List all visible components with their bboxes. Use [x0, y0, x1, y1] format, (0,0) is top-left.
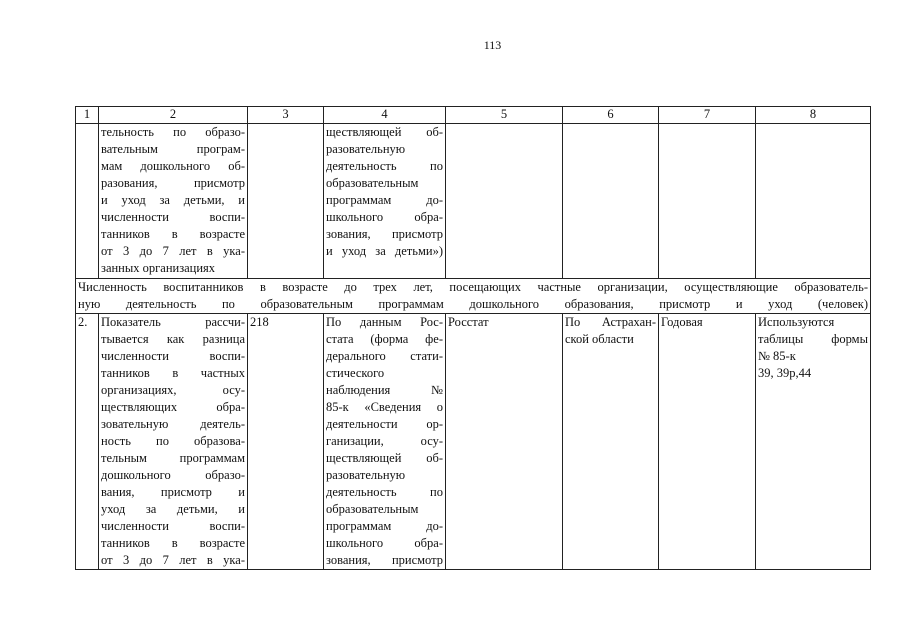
text-line: Используются: [758, 315, 835, 329]
text-line: разовательную: [326, 142, 406, 156]
text-line: ность по образова-: [101, 434, 245, 448]
text-line: и уход за детьми»): [326, 244, 443, 258]
text-line: Численность воспитанников в возрасте до трех лет, посещающих частные организации, осуществляющие образователь-: [78, 280, 868, 294]
text-line: дошкольного образо-: [101, 468, 245, 482]
indicator-code: 218: [248, 314, 324, 570]
text-line: стата (форма фе-: [326, 332, 443, 346]
text-line: зования, присмотр: [326, 227, 443, 241]
text-line: 85-к «Сведения о: [326, 400, 443, 414]
header-cell: 4: [324, 107, 446, 124]
text-line: ганизации, осу-: [326, 434, 443, 448]
periodicity-cell: Годовая: [659, 314, 756, 570]
header-cell: 2: [99, 107, 248, 124]
source-cell: Росстат: [446, 314, 563, 570]
table-row-continued: [76, 124, 871, 279]
text-line: танников в возрасте: [101, 227, 245, 241]
text-line: образовательным: [326, 502, 419, 516]
text-line: разовательную: [326, 468, 406, 482]
page-number: 113: [483, 38, 502, 52]
text-line: организациях, осу-: [101, 383, 245, 397]
text-line: танников в частных: [101, 366, 245, 380]
indicator-table: [75, 106, 871, 570]
text-line: По Астрахан-: [565, 315, 656, 329]
header-cell: 5: [446, 107, 563, 124]
method-cell: [99, 124, 248, 279]
text-line: мам дошкольного об-: [101, 159, 245, 173]
text-line: деятельность по: [326, 485, 443, 499]
text-line: программам до-: [326, 519, 443, 533]
section-title: [76, 279, 871, 314]
text-line: тельным программам: [101, 451, 245, 465]
text-line: от 3 до 7 лет в ука-: [101, 244, 245, 258]
text-line: разования, присмотр: [101, 176, 245, 190]
text-line: численности воспи-: [101, 519, 245, 533]
text-line: от 3 до 7 лет в ука-: [101, 553, 245, 567]
header-cell: 7: [659, 107, 756, 124]
header-cell: 6: [563, 107, 659, 124]
text-line: ществляющей об-: [326, 125, 443, 139]
text-line: ществляющих обра-: [101, 400, 245, 414]
text-line: По данным Рос-: [326, 315, 443, 329]
text-line: школьного обра-: [326, 536, 443, 550]
territory-cell: [563, 314, 659, 570]
text-line: занных организациях: [101, 261, 216, 275]
text-line: образовательным: [326, 176, 419, 190]
text-line: зования, присмотр: [326, 553, 443, 567]
table-cell: [446, 124, 563, 279]
method-cell: [99, 314, 248, 570]
table-cell: [756, 124, 871, 279]
table-cell: [659, 124, 756, 279]
text-line: зовательную деятель-: [101, 417, 245, 431]
text-line: вательным програм-: [101, 142, 245, 156]
text-line: танников в возрасте: [101, 536, 245, 550]
text-line: тывается как разница: [101, 332, 245, 346]
text-line: деятельности ор-: [326, 417, 443, 431]
text-line: стического: [326, 366, 385, 380]
table-row-2: [76, 314, 871, 570]
text-line: и уход за детьми, и: [101, 193, 245, 207]
row-number: 2.: [76, 314, 99, 570]
text-line: деятельность по: [326, 159, 443, 173]
notes-cell: [756, 314, 871, 570]
text-line: наблюдения №: [326, 383, 443, 397]
text-line: программам до-: [326, 193, 443, 207]
text-line: школьного обра-: [326, 210, 443, 224]
table-cell: [76, 124, 99, 279]
text-line: вания, присмотр и: [101, 485, 245, 499]
header-cell: 1: [76, 107, 99, 124]
table-cell: [248, 124, 324, 279]
text-line: № 85-к: [758, 349, 796, 363]
text-line: ную деятельность по образовательным программам дошкольного образования, присмотр и уход (человек): [78, 297, 868, 311]
text-line: уход за детьми, и: [101, 502, 245, 516]
text-line: Показатель рассчи-: [101, 315, 245, 329]
text-line: дерального стати-: [326, 349, 443, 363]
text-line: численности воспи-: [101, 210, 245, 224]
table-cell: [563, 124, 659, 279]
section-title-row: [76, 279, 871, 314]
text-line: ской области: [565, 332, 634, 346]
header-row: [76, 107, 871, 124]
header-cell: 3: [248, 107, 324, 124]
text-line: 39, 39р,44: [758, 366, 812, 380]
header-cell: 8: [756, 107, 871, 124]
text-line: численности воспи-: [101, 349, 245, 363]
text-line: таблицы формы: [758, 332, 868, 346]
source-desc-cell: [324, 124, 446, 279]
text-line: тельность по образо-: [101, 125, 245, 139]
source-desc-cell: [324, 314, 446, 570]
text-line: ществляющей об-: [326, 451, 443, 465]
